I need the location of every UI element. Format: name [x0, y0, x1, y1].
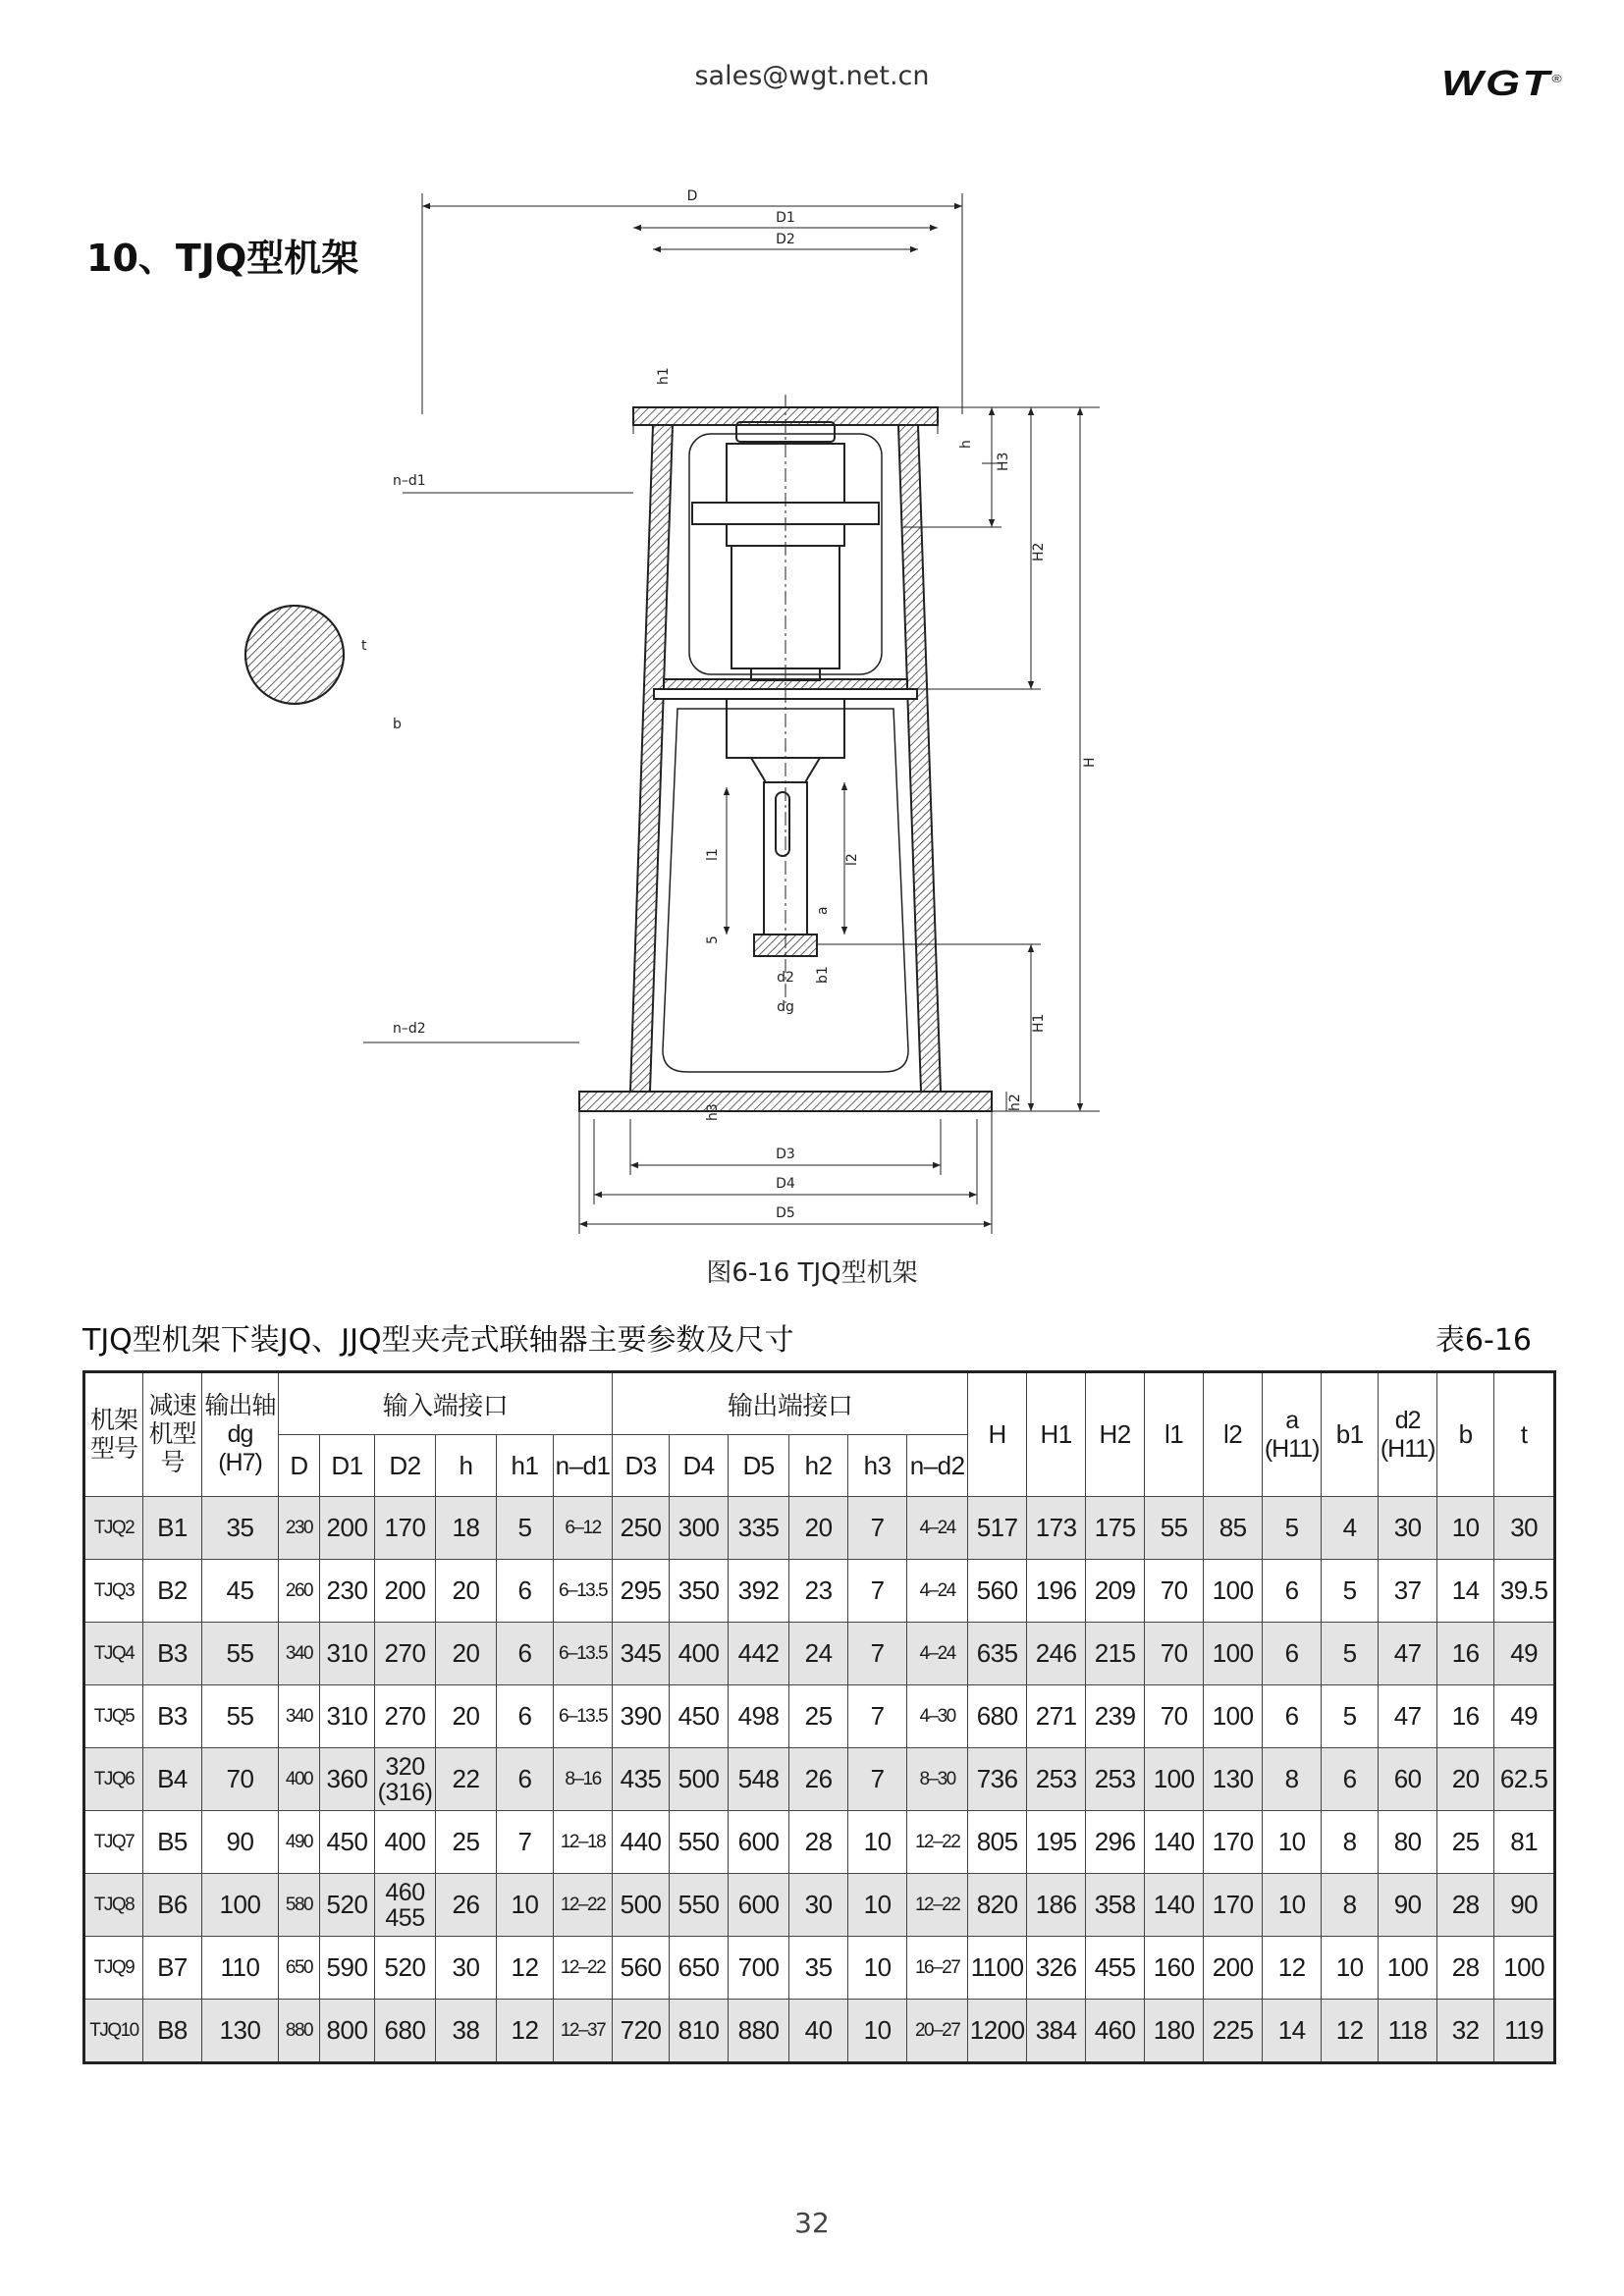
cell-h: 820 — [968, 1874, 1027, 1937]
label-nd2: n–d2 — [393, 1021, 426, 1037]
label-d2-bore: d2 — [777, 970, 794, 986]
col-h3: h3 — [848, 1435, 907, 1497]
label-d5: D5 — [776, 1205, 795, 1221]
cell-reducer: B5 — [143, 1811, 202, 1874]
label-5: 5 — [705, 935, 721, 944]
cell-d1: 310 — [320, 1685, 375, 1748]
cell-h3: 10 — [848, 1937, 907, 2000]
cell-a: 6 — [1263, 1623, 1322, 1685]
cell-reducer: B6 — [143, 1874, 202, 1937]
cell-dg: 100 — [202, 1874, 279, 1937]
cell-d2: 90 — [1379, 1874, 1437, 1937]
cell-nd1: 12–22 — [554, 1937, 613, 2000]
cell-b1: 8 — [1322, 1811, 1379, 1874]
table-row — [84, 1874, 1555, 1937]
cell-dg: 110 — [202, 1937, 279, 2000]
cell-nd2: 16–27 — [907, 1937, 968, 2000]
cell-b1: 5 — [1322, 1560, 1379, 1623]
cell-b1: 6 — [1322, 1748, 1379, 1811]
cell-h: 20 — [436, 1560, 497, 1623]
cell-nd1: 6–13.5 — [554, 1623, 613, 1685]
cell-h: 635 — [968, 1623, 1027, 1685]
cell-a: 5 — [1263, 1497, 1322, 1560]
cell-h: 38 — [436, 2000, 497, 2063]
cell-d2: 37 — [1379, 1560, 1437, 1623]
cell-l2: 170 — [1204, 1811, 1263, 1874]
label-h1-small: h1 — [656, 367, 672, 385]
table-row — [84, 1685, 1555, 1748]
cell-reducer: B3 — [143, 1685, 202, 1748]
cell-nd1: 8–16 — [554, 1748, 613, 1811]
cell-h1: 326 — [1027, 1937, 1086, 2000]
cell-d3: 560 — [613, 1937, 670, 2000]
label-b: b — [393, 717, 402, 732]
cell-h2: 40 — [789, 2000, 848, 2063]
cell-d4: 650 — [670, 1937, 729, 2000]
label-h-total: H — [1082, 757, 1098, 768]
col-a: a (H11) — [1263, 1372, 1322, 1497]
col-H1: H1 — [1027, 1372, 1086, 1497]
tjq-frame-drawing — [361, 188, 1198, 1249]
cell-h1: 196 — [1027, 1560, 1086, 1623]
cell-nd2: 4–30 — [907, 1685, 968, 1748]
cell-d5: 392 — [729, 1560, 789, 1623]
cell-d2: 100 — [1379, 1937, 1437, 2000]
cell-h: 20 — [436, 1623, 497, 1685]
col-t: t — [1494, 1372, 1555, 1497]
cell-h2: 296 — [1086, 1811, 1145, 1874]
cell-l2: 85 — [1204, 1497, 1263, 1560]
cell-l1: 55 — [1145, 1497, 1204, 1560]
cell-d3: 500 — [613, 1874, 670, 1937]
cell-dg: 35 — [202, 1497, 279, 1560]
col-h: h — [436, 1435, 497, 1497]
cell-t: 81 — [1494, 1811, 1555, 1874]
label-h3-upper: H3 — [996, 452, 1011, 471]
right-wall — [898, 425, 941, 1092]
cell-d5: 700 — [729, 1937, 789, 2000]
cell-dg: 90 — [202, 1811, 279, 1874]
cell-d4: 810 — [670, 2000, 729, 2063]
cell-b1: 8 — [1322, 1874, 1379, 1937]
cell-t: 30 — [1494, 1497, 1555, 1560]
cell-reducer: B2 — [143, 1560, 202, 1623]
cell-nd2: 12–22 — [907, 1874, 968, 1937]
cell-d4: 500 — [670, 1748, 729, 1811]
col-h2: h2 — [789, 1435, 848, 1497]
cell-a: 10 — [1263, 1874, 1322, 1937]
cell-l1: 100 — [1145, 1748, 1204, 1811]
cell-h1: 195 — [1027, 1811, 1086, 1874]
cell-a: 12 — [1263, 1937, 1322, 2000]
table-row — [84, 1811, 1555, 1874]
cell-d3: 435 — [613, 1748, 670, 1811]
cell-h1: 384 — [1027, 2000, 1086, 2063]
cell-reducer: B4 — [143, 1748, 202, 1811]
cell-h2: 253 — [1086, 1748, 1145, 1811]
cell-d4: 400 — [670, 1623, 729, 1685]
cell-h3: 10 — [848, 2000, 907, 2063]
cell-h2: 25 — [789, 1685, 848, 1748]
table-row — [84, 2000, 1555, 2063]
cell-d: 650 — [279, 1937, 320, 2000]
cell-d: 230 — [279, 1497, 320, 1560]
cell-l2: 170 — [1204, 1874, 1263, 1937]
table-row — [84, 1748, 1555, 1811]
label-d2: D2 — [776, 232, 795, 247]
cell-h: 18 — [436, 1497, 497, 1560]
cell-b: 25 — [1437, 1811, 1494, 1874]
cell-d2: 30 — [1379, 1497, 1437, 1560]
cell-frame: TJQ7 — [84, 1811, 143, 1874]
cell-h: 1200 — [968, 2000, 1027, 2063]
cell-h2: 215 — [1086, 1623, 1145, 1685]
cell-frame: TJQ8 — [84, 1874, 143, 1937]
brand-logo: WGT® — [1441, 63, 1562, 103]
label-t: t — [361, 638, 367, 654]
cell-nd2: 20–27 — [907, 2000, 968, 2063]
cell-h: 25 — [436, 1811, 497, 1874]
cell-reducer: B1 — [143, 1497, 202, 1560]
cell-a: 8 — [1263, 1748, 1322, 1811]
cell-l1: 140 — [1145, 1811, 1204, 1874]
cell-h2: 455 — [1086, 1937, 1145, 2000]
col-h1: h1 — [497, 1435, 554, 1497]
cell-h1: 12 — [497, 1937, 554, 2000]
cell-h1: 6 — [497, 1748, 554, 1811]
col-D5: D5 — [729, 1435, 789, 1497]
cell-l2: 200 — [1204, 1937, 1263, 2000]
label-h-small: h — [958, 440, 974, 449]
cell-t: 49 — [1494, 1623, 1555, 1685]
cell-h3: 7 — [848, 1748, 907, 1811]
cell-l2: 100 — [1204, 1685, 1263, 1748]
cell-h1: 10 — [497, 1874, 554, 1937]
table-row — [84, 1497, 1555, 1560]
cell-dg: 70 — [202, 1748, 279, 1811]
cell-d2: 200 — [375, 1560, 436, 1623]
label-d1: D1 — [776, 210, 795, 226]
cell-d5: 600 — [729, 1874, 789, 1937]
cell-t: 90 — [1494, 1874, 1555, 1937]
cell-reducer: B3 — [143, 1623, 202, 1685]
cell-d1: 800 — [320, 2000, 375, 2063]
cell-nd1: 12–18 — [554, 1811, 613, 1874]
label-a: a — [815, 906, 831, 915]
cell-h3: 7 — [848, 1623, 907, 1685]
cell-dg: 55 — [202, 1623, 279, 1685]
cell-h1: 253 — [1027, 1748, 1086, 1811]
cell-d3: 295 — [613, 1560, 670, 1623]
cell-d: 260 — [279, 1560, 320, 1623]
label-d4: D4 — [776, 1176, 795, 1192]
col-output-shaft: 输出轴 dg (H7) — [202, 1372, 279, 1497]
cell-nd1: 6–12 — [554, 1497, 613, 1560]
cell-h1: 186 — [1027, 1874, 1086, 1937]
col-l1: l1 — [1145, 1372, 1204, 1497]
table-row — [84, 1937, 1555, 2000]
cell-dg: 130 — [202, 2000, 279, 2063]
cell-d4: 300 — [670, 1497, 729, 1560]
cell-d2: 400 — [375, 1811, 436, 1874]
cell-h1: 6 — [497, 1560, 554, 1623]
cell-d4: 450 — [670, 1685, 729, 1748]
cell-a: 10 — [1263, 1811, 1322, 1874]
cell-d2: 320 (316) — [375, 1748, 436, 1811]
cell-h1: 6 — [497, 1623, 554, 1685]
cell-d2: 80 — [1379, 1811, 1437, 1874]
cell-d: 580 — [279, 1874, 320, 1937]
cell-d: 400 — [279, 1748, 320, 1811]
cell-b1: 12 — [1322, 2000, 1379, 2063]
label-nd1: n–d1 — [393, 473, 426, 489]
cell-h2: 209 — [1086, 1560, 1145, 1623]
group-output: 输出端接口 — [613, 1372, 968, 1435]
cell-l1: 70 — [1145, 1623, 1204, 1685]
cell-frame: TJQ4 — [84, 1623, 143, 1685]
cell-h: 736 — [968, 1748, 1027, 1811]
cell-h1: 5 — [497, 1497, 554, 1560]
cell-d2: 170 — [375, 1497, 436, 1560]
cell-a: 14 — [1263, 2000, 1322, 2063]
cell-frame: TJQ9 — [84, 1937, 143, 2000]
cell-l1: 180 — [1145, 2000, 1204, 2063]
label-h2-upper: H2 — [1031, 542, 1047, 561]
col-D4: D4 — [670, 1435, 729, 1497]
cell-h2: 24 — [789, 1623, 848, 1685]
cell-h: 30 — [436, 1937, 497, 2000]
cell-frame: TJQ5 — [84, 1685, 143, 1748]
cell-t: 119 — [1494, 2000, 1555, 2063]
cell-b1: 10 — [1322, 1937, 1379, 2000]
cell-h3: 7 — [848, 1685, 907, 1748]
header-email: sales@wgt.net.cn — [694, 61, 930, 91]
cell-d: 340 — [279, 1685, 320, 1748]
cell-b: 20 — [1437, 1748, 1494, 1811]
cell-h1: 12 — [497, 2000, 554, 2063]
cell-reducer: B8 — [143, 2000, 202, 2063]
cell-d1: 520 — [320, 1874, 375, 1937]
cell-nd1: 12–37 — [554, 2000, 613, 2063]
cell-nd2: 4–24 — [907, 1623, 968, 1685]
group-input: 输入端接口 — [279, 1372, 613, 1435]
cell-l2: 100 — [1204, 1623, 1263, 1685]
cell-h: 20 — [436, 1685, 497, 1748]
label-h2-small: h2 — [1007, 1094, 1023, 1111]
cell-b: 16 — [1437, 1623, 1494, 1685]
cell-a: 6 — [1263, 1685, 1322, 1748]
cell-h1: 7 — [497, 1811, 554, 1874]
cell-nd1: 6–13.5 — [554, 1560, 613, 1623]
cell-l1: 70 — [1145, 1685, 1204, 1748]
cell-nd2: 8–30 — [907, 1748, 968, 1811]
cell-b: 10 — [1437, 1497, 1494, 1560]
cell-nd2: 12–22 — [907, 1811, 968, 1874]
cell-d1: 590 — [320, 1937, 375, 2000]
spec-table — [82, 1370, 1556, 2064]
col-H: H — [968, 1372, 1027, 1497]
col-frame-model: 机架型号 — [84, 1372, 143, 1497]
cell-reducer: B7 — [143, 1937, 202, 2000]
figure-caption: 图6-16 TJQ型机架 — [706, 1258, 918, 1288]
cell-d2: 460 455 — [375, 1874, 436, 1937]
page-number: 32 — [794, 2207, 830, 2239]
cell-d2: 270 — [375, 1623, 436, 1685]
cell-d2: 118 — [1379, 2000, 1437, 2063]
label-h1-upper: H1 — [1031, 1013, 1047, 1033]
col-D2: D2 — [375, 1435, 436, 1497]
cell-t: 39.5 — [1494, 1560, 1555, 1623]
cell-b: 16 — [1437, 1685, 1494, 1748]
cell-l2: 225 — [1204, 2000, 1263, 2063]
cell-h2: 20 — [789, 1497, 848, 1560]
table-number: 表6-16 — [1435, 1323, 1532, 1358]
cell-d5: 548 — [729, 1748, 789, 1811]
cell-b1: 5 — [1322, 1685, 1379, 1748]
cell-h2: 23 — [789, 1560, 848, 1623]
col-D3: D3 — [613, 1435, 670, 1497]
cell-nd2: 4–24 — [907, 1560, 968, 1623]
col-d2: d2 (H11) — [1379, 1372, 1437, 1497]
col-reducer-model: 减速机型号 — [143, 1372, 202, 1497]
cell-d3: 345 — [613, 1623, 670, 1685]
cell-a: 6 — [1263, 1560, 1322, 1623]
col-D: D — [279, 1435, 320, 1497]
cell-d5: 335 — [729, 1497, 789, 1560]
cell-dg: 45 — [202, 1560, 279, 1623]
cell-h2: 358 — [1086, 1874, 1145, 1937]
cell-t: 49 — [1494, 1685, 1555, 1748]
cell-d2: 520 — [375, 1937, 436, 2000]
cell-d1: 450 — [320, 1811, 375, 1874]
cell-l1: 160 — [1145, 1937, 1204, 2000]
cell-d5: 498 — [729, 1685, 789, 1748]
cell-d2: 47 — [1379, 1685, 1437, 1748]
cell-d2: 47 — [1379, 1623, 1437, 1685]
cell-h2: 26 — [789, 1748, 848, 1811]
cell-nd1: 12–22 — [554, 1874, 613, 1937]
cell-frame: TJQ10 — [84, 2000, 143, 2063]
cell-b: 32 — [1437, 2000, 1494, 2063]
cell-l1: 70 — [1145, 1560, 1204, 1623]
cell-d1: 200 — [320, 1497, 375, 1560]
col-l2: l2 — [1204, 1372, 1263, 1497]
col-b1: b1 — [1322, 1372, 1379, 1497]
bottom-flange — [579, 1092, 992, 1111]
cell-h2: 460 — [1086, 2000, 1145, 2063]
cell-d4: 550 — [670, 1874, 729, 1937]
cell-b: 28 — [1437, 1937, 1494, 2000]
cell-dg: 55 — [202, 1685, 279, 1748]
col-nd1: n–d1 — [554, 1435, 613, 1497]
col-H2: H2 — [1086, 1372, 1145, 1497]
cell-h2: 239 — [1086, 1685, 1145, 1748]
cell-frame: TJQ6 — [84, 1748, 143, 1811]
cell-b1: 5 — [1322, 1623, 1379, 1685]
cell-h3: 7 — [848, 1560, 907, 1623]
cell-d3: 250 — [613, 1497, 670, 1560]
cell-h: 517 — [968, 1497, 1027, 1560]
cell-l2: 130 — [1204, 1748, 1263, 1811]
cell-d2: 680 — [375, 2000, 436, 2063]
cell-frame: TJQ2 — [84, 1497, 143, 1560]
cell-d1: 310 — [320, 1623, 375, 1685]
label-d: D — [686, 188, 698, 204]
label-l2: l2 — [844, 853, 860, 866]
label-d3: D3 — [776, 1147, 795, 1162]
cell-h: 680 — [968, 1685, 1027, 1748]
cell-d: 340 — [279, 1623, 320, 1685]
label-b1: b1 — [815, 966, 831, 984]
cell-d: 880 — [279, 2000, 320, 2063]
table-row — [84, 1560, 1555, 1623]
cell-d1: 360 — [320, 1748, 375, 1811]
cell-h: 560 — [968, 1560, 1027, 1623]
cell-h: 1100 — [968, 1937, 1027, 2000]
cell-d4: 350 — [670, 1560, 729, 1623]
left-wall — [630, 425, 673, 1092]
cell-d5: 600 — [729, 1811, 789, 1874]
cell-l2: 100 — [1204, 1560, 1263, 1623]
cell-h2: 35 — [789, 1937, 848, 2000]
label-l1: l1 — [705, 848, 721, 861]
cell-d: 490 — [279, 1811, 320, 1874]
cell-b: 28 — [1437, 1874, 1494, 1937]
cell-h3: 10 — [848, 1811, 907, 1874]
cell-d5: 442 — [729, 1623, 789, 1685]
cell-d2: 270 — [375, 1685, 436, 1748]
cell-b: 14 — [1437, 1560, 1494, 1623]
cell-d3: 720 — [613, 2000, 670, 2063]
cell-h2: 30 — [789, 1874, 848, 1937]
cell-t: 100 — [1494, 1937, 1555, 2000]
cell-d4: 550 — [670, 1811, 729, 1874]
cell-h2: 28 — [789, 1811, 848, 1874]
cell-l1: 140 — [1145, 1874, 1204, 1937]
cell-h2: 175 — [1086, 1497, 1145, 1560]
cell-h1: 246 — [1027, 1623, 1086, 1685]
cell-h1: 6 — [497, 1685, 554, 1748]
cell-t: 62.5 — [1494, 1748, 1555, 1811]
col-D1: D1 — [320, 1435, 375, 1497]
table-row — [84, 1623, 1555, 1685]
cell-d3: 390 — [613, 1685, 670, 1748]
label-dg: dg — [777, 999, 794, 1015]
cell-d1: 230 — [320, 1560, 375, 1623]
cell-d3: 440 — [613, 1811, 670, 1874]
label-h3-lower: h3 — [705, 1103, 721, 1121]
table-title: TJQ型机架下装JQ、JJQ型夹壳式联轴器主要参数及尺寸 — [82, 1323, 794, 1358]
col-nd2: n–d2 — [907, 1435, 968, 1497]
cell-nd1: 6–13.5 — [554, 1685, 613, 1748]
cell-b1: 4 — [1322, 1497, 1379, 1560]
cell-nd2: 4–24 — [907, 1497, 968, 1560]
cell-h: 22 — [436, 1748, 497, 1811]
cell-d5: 880 — [729, 2000, 789, 2063]
col-b: b — [1437, 1372, 1494, 1497]
cell-h: 805 — [968, 1811, 1027, 1874]
section-title: 10、TJQ型机架 — [86, 237, 359, 280]
cell-d2: 60 — [1379, 1748, 1437, 1811]
cell-h: 26 — [436, 1874, 497, 1937]
cell-h1: 271 — [1027, 1685, 1086, 1748]
cell-h1: 173 — [1027, 1497, 1086, 1560]
cell-frame: TJQ3 — [84, 1560, 143, 1623]
cell-h3: 10 — [848, 1874, 907, 1937]
cell-h3: 7 — [848, 1497, 907, 1560]
